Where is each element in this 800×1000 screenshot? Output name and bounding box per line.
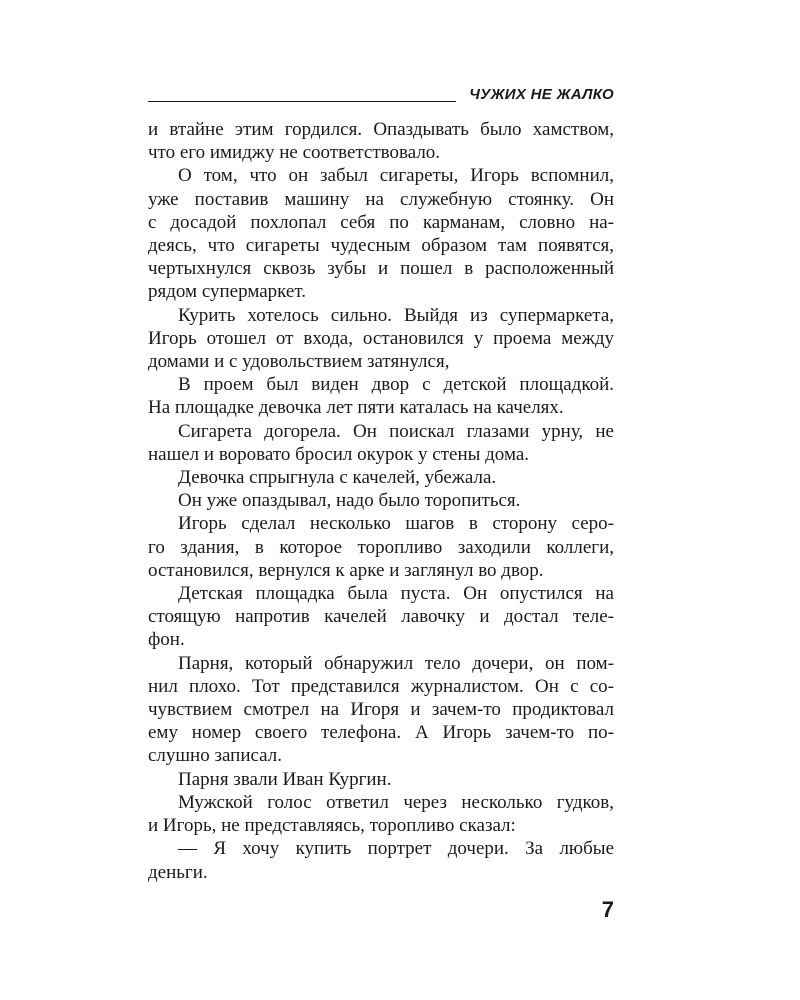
body-text [148,118,614,884]
text-line: — Я хочу купить портрет дочери. За любые [178,838,614,860]
running-header [148,84,614,108]
text-line: слушно записал. [148,745,282,767]
text-line: Он уже опаздывал, надо было торопиться. [178,490,521,512]
text-line: и Игорь, не представляясь, торопливо сказал: [148,815,516,837]
text-line: Курить хотелось сильно. Выйдя из супермаркета, [178,304,614,326]
text-line: ему номер своего телефона. А Игорь зачем-то по- [148,722,614,744]
text-line: Детская площадка была пуста. Он опустился на [178,583,614,605]
text-line: го здания, в которое торопливо заходили коллеги, [148,536,614,558]
text-line: чертыхнулся сквозь зубы и пошел в расположенный [148,258,614,280]
text-line: деясь, что сигареты чудесным образом там появятся, [148,235,614,257]
text-line: чувствием смотрел на Игоря и зачем-то продиктовал [148,699,614,721]
text-line: Девочка спрыгнула с качелей, убежала. [178,467,497,489]
text-line: Сигарета догорела. Он поискал глазами урну, не [178,420,614,442]
text-line: Парня, который обнаружил тело дочери, он пом- [178,652,614,674]
text-line: остановился, вернулся к арке и заглянул во двор. [148,559,544,581]
text-line: домами и с удовольствием затянулся, [148,351,450,373]
text-line: и втайне этим гордился. Опаздывать было хамством, [148,119,614,140]
text-line: Парня звали Иван Кургин. [178,768,392,790]
text-line: нашел и воровато бросил окурок у стены дома. [148,443,530,465]
text-line: деньги. [148,861,208,883]
text-line: фон. [148,629,185,651]
text-line: О том, что он забыл сигареты, Игорь вспомнил, [178,165,614,187]
text-line: что его имиджу не соответствовало. [148,142,441,164]
text-line: В проем был виден двор с детской площадкой. [178,374,614,396]
running-title: ЧУЖИХ НЕ ЖАЛКО [469,86,614,103]
text-line: с досадой похлопал себя по карманам, словно на- [148,211,614,233]
text-line: рядом супермаркет. [148,281,306,303]
text-line: уже поставив машину на служебную стоянку. Он [148,188,614,210]
page-number: 7 [601,897,614,922]
text-line: На площадке девочка лет пяти каталась на качелях. [148,397,564,419]
text-line: Игорь сделал несколько шагов в сторону серо- [178,513,614,535]
text-line: нил плохо. Тот представился журналистом. Он с со- [148,675,614,697]
text-line: Мужской голос ответил через несколько гудков, [178,791,614,813]
text-line: стоящую напротив качелей лавочку и достал теле- [148,606,614,628]
header-rule [148,101,456,102]
text-line: Игорь отошел от входа, остановился у проема между [148,327,614,349]
